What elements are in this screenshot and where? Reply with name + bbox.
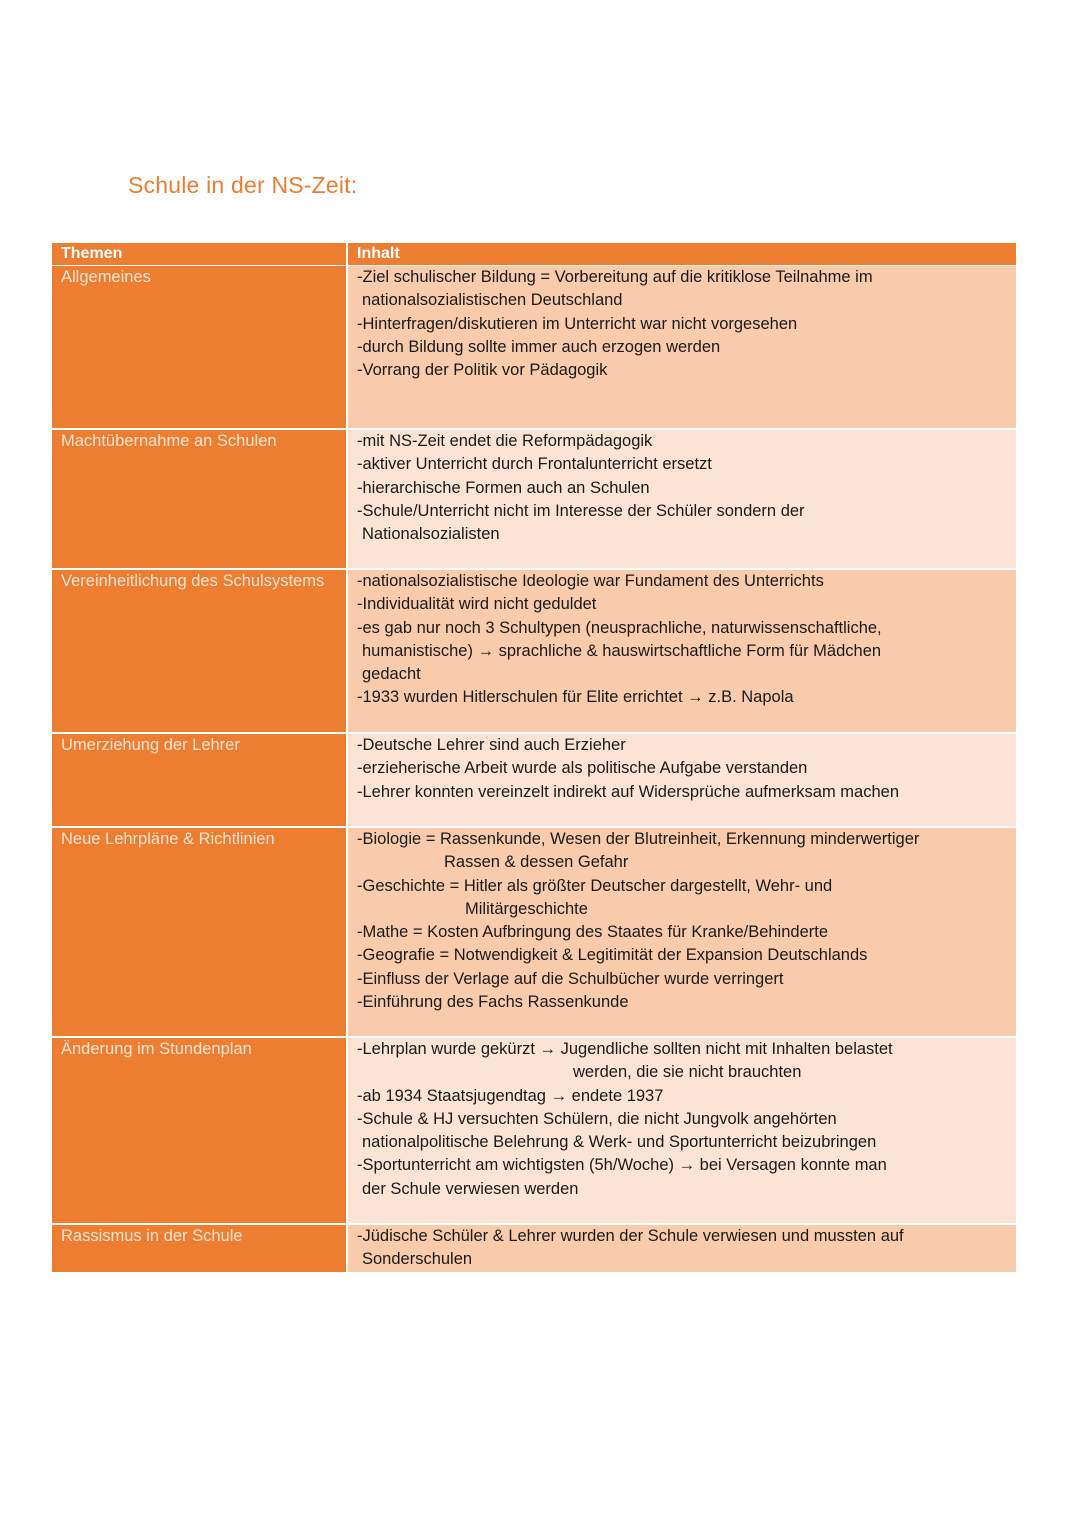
content-line: nationalpolitische Belehrung & Werk- und Sportunterricht beizubringen <box>362 1133 877 1152</box>
content-cell <box>347 266 1016 430</box>
topic-cell: Rassismus in der Schule <box>52 1224 347 1273</box>
content-line: Militärgeschichte <box>465 899 588 918</box>
content-line: -mit NS-Zeit endet die Reformpädagogik <box>357 432 653 450</box>
topic-cell: Vereinheitlichung des Schulsystems <box>52 569 347 733</box>
content-cell <box>347 1037 1016 1224</box>
content-line: -Hinterfragen/diskutieren im Unterricht war nicht vorgesehen <box>357 314 798 333</box>
content-line: nationalsozialistischen Deutschland <box>362 291 623 310</box>
content-line: -Geografie = Notwendigkeit & Legitimität der Expansion Deutschlands <box>357 946 868 965</box>
content-line: -Einführung des Fachs Rassenkunde <box>357 993 629 1012</box>
topic-cell: Änderung im Stundenplan <box>52 1037 347 1224</box>
content-cell <box>347 827 1016 1037</box>
content-line: -Schule/Unterricht nicht im Interesse der Schüler sondern der <box>357 501 805 520</box>
content-line: -aktiver Unterricht durch Frontalunterricht ersetzt <box>357 455 712 474</box>
content-line: -hierarchische Formen auch an Schulen <box>357 478 650 497</box>
content-line: -Lehrer konnten vereinzelt indirekt auf Widersprüche aufmerksam machen <box>357 782 900 801</box>
content-line: -ab 1934 Staatsjugendtag → endete 1937 <box>357 1086 664 1105</box>
content-cell <box>347 1224 1016 1273</box>
content-line: -Vorrang der Politik vor Pädagogik <box>357 361 608 380</box>
content-line: -Lehrplan wurde gekürzt → Jugendliche sollten nicht mit Inhalten belastet <box>357 1040 893 1058</box>
content-line: -Mathe = Kosten Aufbringung des Staates für Kranke/Behinderte <box>357 923 829 942</box>
content-line: -erzieherische Arbeit wurde als politische Aufgabe verstanden <box>357 759 808 778</box>
content-cell <box>347 429 1016 569</box>
content-line: gedacht <box>362 665 421 684</box>
content-line: Sonderschulen <box>362 1250 473 1269</box>
table-row <box>52 569 1016 733</box>
content-line: -durch Bildung sollte immer auch erzogen werden <box>357 337 721 356</box>
topic-cell: Neue Lehrpläne & Richtlinien <box>52 827 347 1037</box>
content-line: Rassen & dessen Gefahr <box>444 853 629 872</box>
content-line: -Biologie = Rassenkunde, Wesen der Blutreinheit, Erkennung minderwertiger <box>357 830 920 848</box>
column-header-inhalt: Inhalt <box>347 243 1016 266</box>
content-line: humanistische) → sprachliche & hauswirtschaftliche Form für Mädchen <box>362 641 882 660</box>
content-table <box>52 243 1016 1274</box>
table-row <box>52 733 1016 827</box>
content-line: der Schule verwiesen werden <box>362 1179 579 1198</box>
content-line: -Deutsche Lehrer sind auch Erzieher <box>357 736 626 754</box>
content-line: -nationalsozialistische Ideologie war Fundament des Unterrichts <box>357 572 824 590</box>
content-line: -Schule & HJ versuchten Schülern, die nicht Jungvolk angehörten <box>357 1109 837 1128</box>
content-line: -1933 wurden Hitlerschulen für Elite errichtet → z.B. Napola <box>357 688 794 707</box>
content-line: -Jüdische Schüler & Lehrer wurden der Schule verwiesen und mussten auf <box>357 1227 904 1245</box>
content-line: Nationalsozialisten <box>362 525 500 544</box>
table-row <box>52 1037 1016 1224</box>
topic-cell: Machtübernahme an Schulen <box>52 429 347 569</box>
content-cell <box>347 733 1016 827</box>
content-line: -Individualität wird nicht geduldet <box>357 595 597 614</box>
table-row <box>52 266 1016 430</box>
table-row <box>52 1224 1016 1273</box>
table-header-row <box>52 243 1016 266</box>
table-row <box>52 429 1016 569</box>
column-header-themen: Themen <box>52 243 347 266</box>
page-title: Schule in der NS-Zeit: <box>128 172 358 198</box>
content-line: -Ziel schulischer Bildung = Vorbereitung auf die kritiklose Teilnahme im <box>357 268 873 286</box>
content-line: -Sportunterricht am wichtigsten (5h/Woche) → bei Versagen konnte man <box>357 1156 887 1175</box>
topic-cell: Umerziehung der Lehrer <box>52 733 347 827</box>
content-line: -Einfluss der Verlage auf die Schulbücher wurde verringert <box>357 969 784 988</box>
content-line: -es gab nur noch 3 Schultypen (neusprachliche, naturwissenschaftliche, <box>357 618 882 637</box>
topic-cell: Allgemeines <box>52 266 347 430</box>
table-row <box>52 827 1016 1037</box>
content-line: -Geschichte = Hitler als größter Deutscher dargestellt, Wehr- und <box>357 876 833 895</box>
content-line: werden, die sie nicht brauchten <box>573 1063 802 1082</box>
content-cell <box>347 569 1016 733</box>
